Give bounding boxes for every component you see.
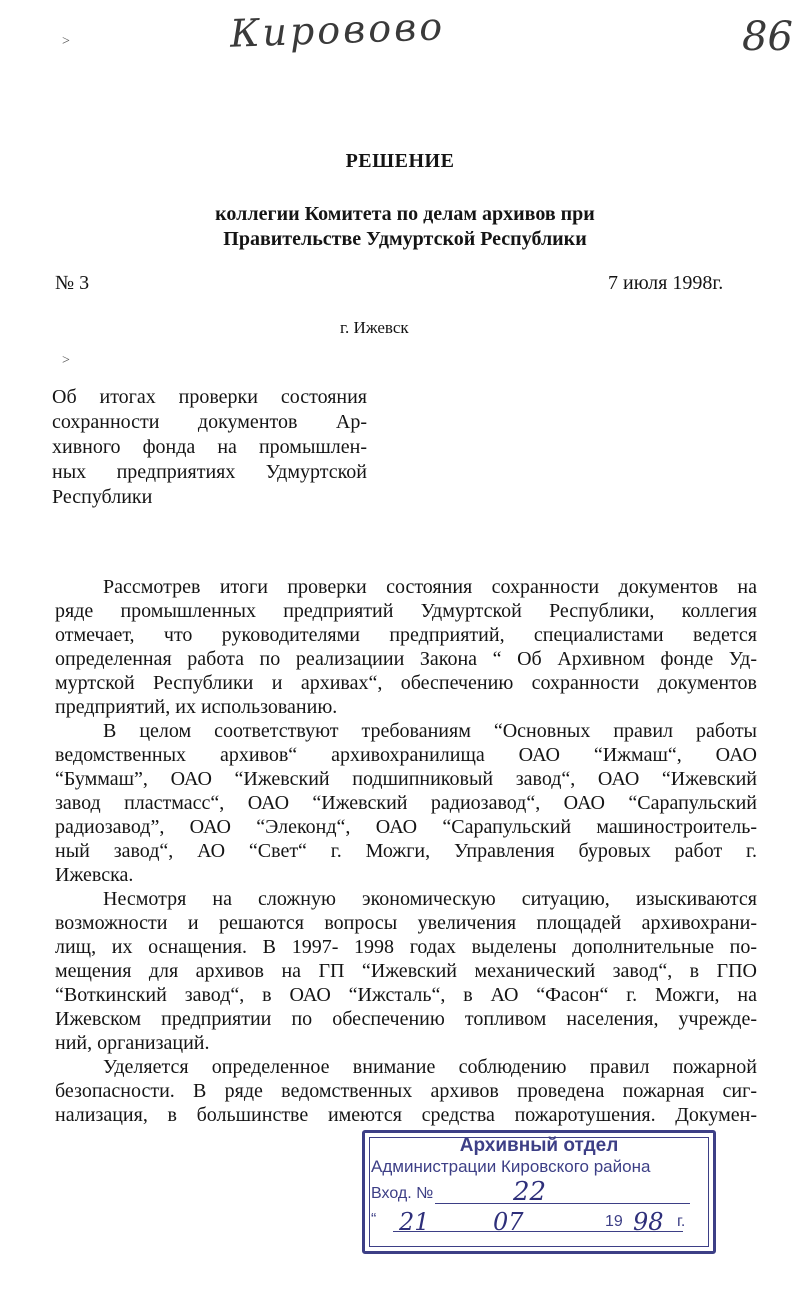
stamp-year-mark: г.	[677, 1213, 686, 1230]
registration-stamp	[362, 1130, 716, 1254]
body-line: “Воткинский завод“, в ОАО “Ижсталь“, в АО “Фасон“ г. Можги, на	[55, 984, 757, 1006]
subject-line: Республики	[52, 486, 153, 508]
stamp-date-underline	[393, 1231, 683, 1232]
body-line: нализация, в большинстве имеются средства пожаротушения. Докумен-	[55, 1104, 757, 1126]
document-number: № 3	[55, 272, 90, 294]
stamp-entry-number: 22	[513, 1177, 547, 1207]
body-line: определенная работа по реализациии Закона “ Об Архивном фонде Уд-	[55, 648, 757, 670]
stamp-entry-label: Вход. №	[371, 1185, 434, 1202]
body-line: В целом соответствуют требованиям “Основных правил работы	[103, 720, 757, 742]
body-line: предприятий, их использованию.	[55, 696, 338, 718]
document-subject	[52, 385, 367, 510]
body-line: возможности и решаются вопросы увеличения площадей архивохрани-	[55, 912, 757, 934]
body-line: “Буммаш”, ОАО “Ижевский подшипниковый завод“, ОАО “Ижевский	[55, 768, 757, 790]
body-line: лищ, их оснащения. В 1997- 1998 годах выделены дополнительные по-	[55, 936, 757, 958]
document-subtitle-line: коллегии Комитета по делам архивов при	[215, 203, 595, 225]
body-line: Ижевском предприятии по обеспечению топливом населения, учрежде-	[55, 1008, 757, 1030]
stamp-entry-underline	[435, 1203, 690, 1204]
document-title: РЕШЕНИЕ	[345, 150, 455, 172]
document-city: г. Ижевск	[340, 318, 409, 337]
subject-line: Об итогах проверки состояния	[52, 386, 367, 408]
body-line: мещения для архивов на ГП “Ижевский механический завод“, в ГПО	[55, 960, 757, 982]
stamp-quote-mark: “	[371, 1211, 377, 1228]
page-number: 86	[742, 14, 793, 60]
document-body	[55, 575, 757, 1135]
handwritten-note: Кировово	[229, 4, 446, 56]
body-line: ный завод“, АО “Свет“ г. Можги, Управления буровых работ г.	[55, 840, 757, 862]
body-line: Ижевска.	[55, 864, 134, 886]
body-line: ведомственных архивов“ архивохранилища ОАО “Ижмаш“, ОАО	[55, 744, 757, 766]
stamp-year-prefix: 19	[605, 1213, 623, 1230]
margin-mark: >	[62, 34, 70, 49]
document-subtitle-line: Правительстве Удмуртской Республики	[223, 228, 587, 250]
body-line: завод пластмасс“, ОАО “Ижевский радиозавод“, ОАО “Сарапульский	[55, 792, 757, 814]
margin-mark: >	[62, 353, 70, 368]
stamp-day: 21	[399, 1208, 430, 1236]
body-line: Несмотря на сложную экономическую ситуацию, изыскиваются	[103, 888, 757, 910]
body-line: Рассмотрев итоги проверки состояния сохранности документов на	[103, 576, 757, 598]
stamp-year-suffix: 98	[633, 1208, 664, 1236]
body-line: ряде промышленных предприятий Удмуртской Республики, коллегия	[55, 600, 757, 622]
body-line: Уделяется определенное внимание соблюдению правил пожарной	[103, 1056, 757, 1078]
stamp-administration: Администрации Кировского района	[371, 1157, 651, 1176]
document-date: 7 июля 1998г.	[608, 272, 724, 294]
body-line: ний, организаций.	[55, 1032, 210, 1054]
subject-line: ных предприятиях Удмуртской	[52, 461, 367, 483]
stamp-department: Архивный отдел	[459, 1135, 619, 1156]
body-line: муртской Республики и архивах“, обеспечению сохранности документов	[55, 672, 757, 694]
body-line: отмечает, что руководителями предприятий, специалистами ведется	[55, 624, 757, 646]
subject-line: хивного фонда на промышлен-	[52, 436, 367, 458]
body-line: радиозавод”, ОАО “Элеконд“, ОАО “Сарапульский машиностроитель-	[55, 816, 757, 838]
stamp-month: 07	[493, 1208, 524, 1236]
subject-line: сохранности документов Ар-	[52, 411, 367, 433]
body-line: безопасности. В ряде ведомственных архивов проведена пожарная сиг-	[55, 1080, 757, 1102]
